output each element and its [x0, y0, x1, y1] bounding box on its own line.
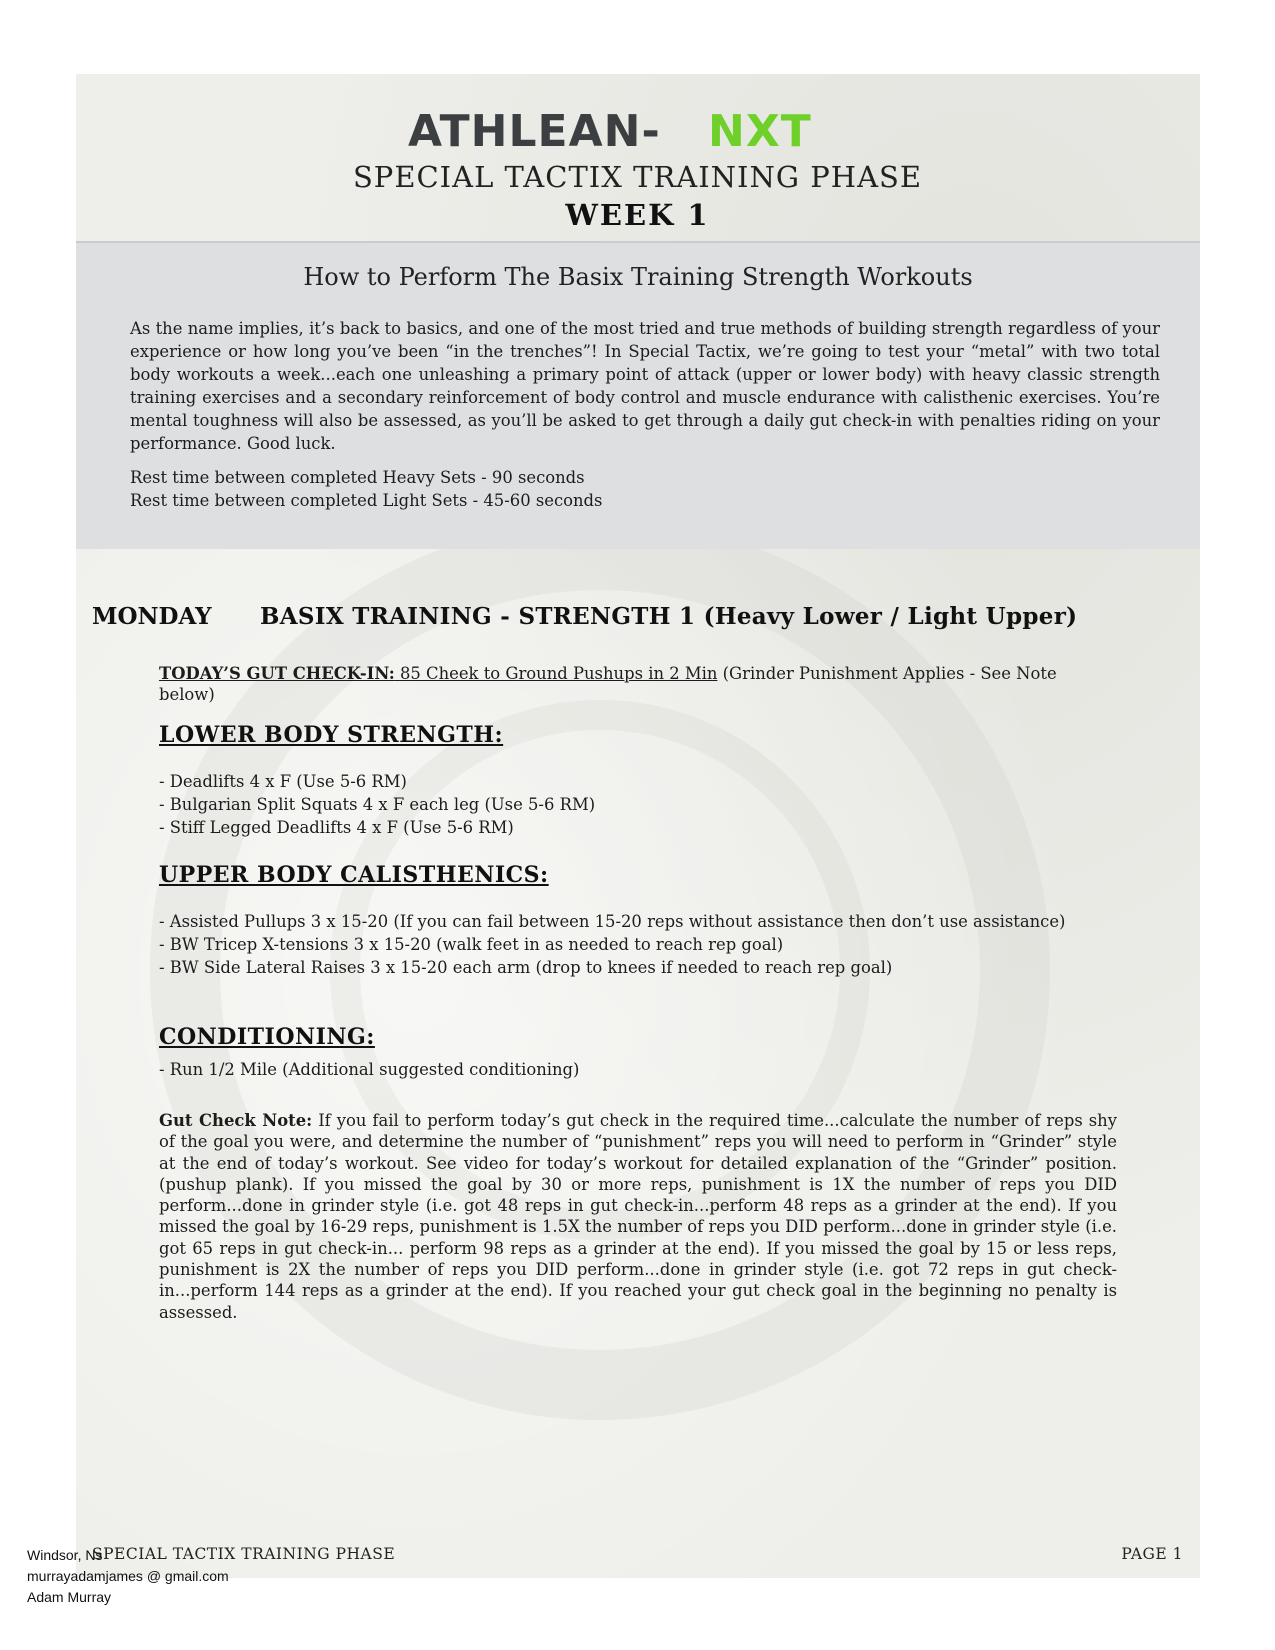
footer-title: SPECIAL TACTIX TRAINING PHASE	[92, 1545, 396, 1563]
workout-title: BASIX TRAINING - STRENGTH 1 (Heavy Lower / Light Upper)	[260, 603, 1078, 630]
gut-checkin-task: 85 Cheek to Ground Pushups in 2 Min	[394, 664, 718, 683]
intro-panel	[76, 241, 1200, 549]
rest-heavy-sets: Rest time between completed Heavy Sets - 90 seconds	[130, 468, 585, 487]
list-item: - Stiff Legged Deadlifts 4 x F (Use 5-6 RM)	[159, 818, 514, 837]
upper-body-list	[159, 910, 1099, 979]
gut-check-note-text: If you fail to perform today’s gut check in the required time...calculate the number of reps shy of the goal you were, and determine the number of “punishment” reps you will need to perform in “Grinder” style at the end of today’s workout. See video for today’s workout for detailed explanation of the “Grinder” position. (pushup plank). If you missed the goal by 30 or more reps, punishment is 1X the number of reps you DID perform...done in grinder style (i.e. got 48 reps in gut check-in...perform 48 reps as a grinder at the end). If you missed the goal by 16-29 reps, punishment is 1.5X the number of reps you DID perform...done in grinder style (i.e. got 65 reps in gut check-in... perform 98 reps as a grinder at the end). If you missed the goal by 15 or less reps, punishment is 2X the number of reps you DID perform...done in grinder style (i.e. got 72 reps in gut check-in...perform 144 reps as a grinder at the end). If you reached your gut check goal in the beginning no penalty is assessed.	[159, 1111, 1117, 1322]
page-number: PAGE 1	[1121, 1545, 1183, 1563]
rest-light-sets: Rest time between completed Light Sets - 45-60 seconds	[130, 491, 603, 510]
logo-wordmark	[408, 108, 868, 152]
stamp-email: murrayadamjames @ gmail.com	[27, 1568, 229, 1584]
list-item: - Run 1/2 Mile (Additional suggested conditioning)	[159, 1060, 580, 1079]
lower-body-list	[159, 770, 1109, 839]
gut-check-note	[159, 1110, 1117, 1323]
document-title: SPECIAL TACTIX TRAINING PHASE	[352, 160, 923, 194]
lower-body-heading: LOWER BODY STRENGTH:	[159, 722, 504, 748]
day-name: MONDAY	[92, 603, 212, 630]
gut-checkin-note: (Grinder Punishment Applies - See Note below)	[159, 664, 1057, 704]
list-item: - Bulgarian Split Squats 4 x F each leg (Use 5-6 RM)	[159, 795, 596, 814]
stamp-name: Adam Murray	[27, 1589, 112, 1605]
logo-text-main: ATHLEAN-	[407, 108, 661, 152]
athlean-nxt-logo	[0, 108, 1275, 156]
upper-body-heading: UPPER BODY CALISTHENICS:	[159, 862, 549, 888]
gut-check-note-label: Gut Check Note:	[159, 1111, 313, 1130]
gut-checkin-label: TODAY’S GUT CHECK-IN:	[159, 664, 395, 683]
intro-heading: How to Perform The Basix Training Strength Workouts	[303, 263, 973, 291]
intro-paragraph: As the name implies, it’s back to basics, and one of the most tried and true methods of building strength regardless of your experience or how long you’ve been “in the trenches”! In Special Tactix, we’re going to test your “metal” with two total body workouts a week...each one unleashing a primary point of attack (upper or lower body) with heavy classic strength training exercises and a secondary reinforcement of body control and muscle endurance with calisthenic exercises. You’re mental toughness will also be assessed, as you’ll be asked to get through a daily gut check-in with penalties riding on your performance. Good luck.	[130, 319, 1160, 453]
list-item: - Deadlifts 4 x F (Use 5-6 RM)	[159, 772, 407, 791]
week-label: WEEK 1	[565, 198, 710, 232]
gut-checkin	[159, 663, 1089, 705]
list-item: - BW Tricep X-tensions 3 x 15-20 (walk feet in as needed to reach rep goal)	[159, 935, 784, 954]
stamp-location: Windsor, Ns	[27, 1547, 103, 1563]
list-item: - Assisted Pullups 3 x 15-20 (If you can fail between 15-20 reps without assistance then don’t use assistance)	[159, 912, 1066, 931]
logo-text-accent: NXT	[707, 108, 812, 152]
conditioning-heading: CONDITIONING:	[159, 1024, 375, 1050]
list-item: - BW Side Lateral Raises 3 x 15-20 each arm (drop to knees if needed to reach rep goal)	[159, 958, 893, 977]
conditioning-list	[159, 1058, 1109, 1081]
